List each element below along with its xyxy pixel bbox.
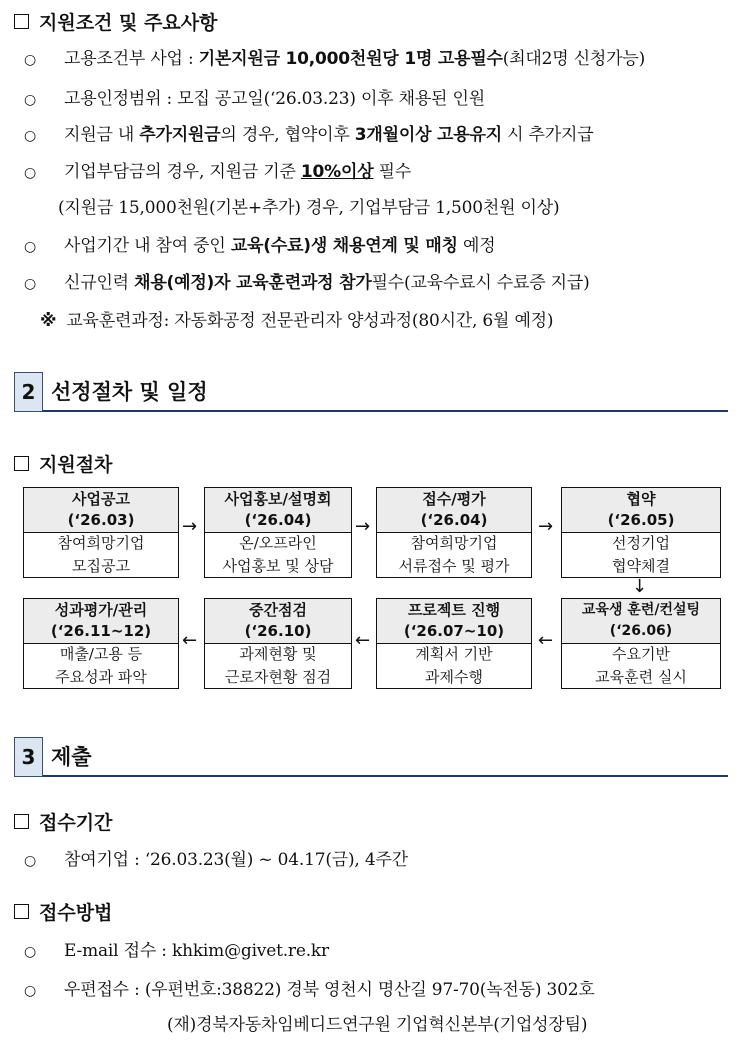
item-text: (최대2명 신청가능) (502, 49, 646, 69)
flow-step-2 (204, 487, 352, 578)
bullet-icon: ○ (24, 853, 37, 869)
post-text: 우편접수 : (우편번호:38822) 경북 영천시 명산길 97-70(녹전동) 302호 (64, 980, 595, 1000)
list-item (24, 157, 411, 182)
step-date: (‘26.06) (609, 623, 673, 639)
step-desc: 협약체결 (612, 557, 670, 575)
item-text: 시 추가지급 (501, 125, 594, 145)
step-desc: 참여희망기업 (57, 534, 145, 552)
step-desc: 참여희망기업 (410, 534, 498, 552)
item-text: 신규인력 (64, 273, 135, 293)
section-title: 선정절차 및 일정 (43, 372, 728, 412)
note (40, 306, 553, 331)
bullet-icon: ○ (24, 52, 37, 68)
step-desc: 계획서 기반 (415, 645, 493, 663)
step-date: (‘26.07~10) (403, 622, 505, 640)
item-text: 기업부담금의 경우, 지원금 기준 (64, 162, 301, 182)
step-desc: 주요성과 파악 (55, 668, 147, 686)
section-title: 제출 (43, 737, 728, 777)
period-heading-text: 접수기간 (39, 812, 113, 834)
section1-heading (14, 8, 217, 35)
item-text: 필수(교육수료시 수료증 지급) (371, 273, 590, 293)
step-desc: 교육훈련 실시 (595, 668, 687, 686)
bullet-icon: ○ (24, 239, 37, 255)
step-date: (‘26.10) (244, 622, 312, 640)
step-desc: 과제현황 및 (239, 645, 317, 663)
list-item (24, 231, 495, 256)
section2-title-bar (14, 372, 728, 412)
step-desc: 모집공고 (72, 557, 130, 575)
section3-title-bar (14, 737, 728, 777)
section-number: 3 (14, 737, 43, 777)
arrow-right-icon: → (538, 516, 554, 537)
step-desc: 온/오프라인 (239, 534, 317, 552)
step-title: 접수/평가 (422, 490, 486, 508)
list-item (24, 44, 645, 69)
item-bold: 3개월이상 고용유지 (354, 125, 502, 145)
arrow-down-icon: ↓ (632, 576, 648, 597)
item-text: 예정 (457, 236, 496, 256)
bullet-icon: ○ (24, 165, 37, 181)
step-desc: 수요기반 (612, 645, 670, 663)
bullet-icon: ○ (24, 983, 37, 999)
step-title: 교육생 훈련/컨설팅 (581, 602, 701, 618)
step-desc: 매출/고용 등 (59, 645, 143, 663)
item-text: 지원금 내 (64, 125, 140, 145)
item-text: 고용인정범위 : 모집 공고일(‘26.03.23) 이후 채용된 인원 (64, 89, 485, 109)
item-continuation: (지원금 15,000천원(기본+추가) 경우, 기업부담금 1,500천원 이상) (58, 198, 560, 218)
list-item (24, 936, 329, 961)
email-text: E-mail 접수 : khkim@givet.re.kr (64, 941, 329, 961)
period-text: 참여기업 : ‘26.03.23(월) ~ 04.17(금), 4주간 (64, 850, 408, 870)
step-desc: 사업홍보 및 상담 (222, 557, 334, 575)
step-title: 협약 (626, 490, 656, 508)
flow-step-5 (561, 598, 721, 689)
bullet-icon: ○ (24, 276, 37, 292)
flow-step-3 (376, 487, 532, 578)
checkbox-square-icon (14, 456, 29, 471)
item-text: 의 경우, 협약이후 (220, 125, 355, 145)
note-text: 교육훈련과정: 자동화공정 전문관리자 양성과정(80시간, 6월 예정) (66, 311, 554, 331)
procedure-heading-text: 지원절차 (39, 454, 113, 476)
step-title: 사업공고 (72, 490, 130, 508)
note-mark-icon: ※ (40, 311, 57, 331)
list-item (24, 845, 408, 870)
step-date: (‘26.05) (607, 511, 675, 529)
item-bold: 추가지원금 (139, 125, 221, 145)
list-item (24, 975, 595, 1000)
flow-step-4 (561, 487, 721, 578)
bullet-icon: ○ (24, 944, 37, 960)
bullet-icon: ○ (24, 92, 37, 108)
arrow-left-icon: ← (355, 630, 371, 651)
step-date: (‘26.03) (67, 511, 135, 529)
bullet-icon: ○ (24, 128, 37, 144)
arrow-left-icon: ← (182, 630, 198, 651)
flow-step-6 (376, 598, 532, 689)
step-title: 성과평가/관리 (54, 601, 148, 619)
checkbox-square-icon (14, 904, 29, 919)
step-desc: 근로자현황 점검 (224, 668, 332, 686)
method-heading-text: 접수방법 (39, 902, 113, 924)
flow-step-8 (23, 598, 179, 689)
step-date: (‘26.11~12) (50, 622, 152, 640)
step-date: (‘26.04) (420, 511, 488, 529)
section1-heading-text: 지원조건 및 주요사항 (39, 12, 218, 34)
step-title: 사업홍보/설명회 (224, 490, 332, 508)
item-text: 사업기간 내 참여 중인 (64, 236, 231, 256)
checkbox-square-icon (14, 14, 29, 29)
list-item (24, 120, 593, 145)
arrow-left-icon: ← (538, 630, 554, 651)
item-bold: 기본지원금 10,000천원당 1명 고용필수 (198, 49, 503, 69)
period-heading (14, 808, 112, 835)
arrow-right-icon: → (182, 516, 198, 537)
flow-step-7 (204, 598, 352, 689)
step-desc: 선정기업 (612, 534, 670, 552)
list-item (24, 268, 590, 293)
section-number: 2 (14, 372, 43, 412)
item-bold: 교육(수료)생 채용연계 및 매칭 (230, 236, 458, 256)
post-text-continuation: (재)경북자동차임베디드연구원 기업혁신본부(기업성장팀) (167, 1015, 588, 1035)
procedure-heading (14, 450, 112, 477)
step-title: 중간점검 (249, 601, 307, 619)
checkbox-square-icon (14, 814, 29, 829)
step-date: (‘26.04) (244, 511, 312, 529)
item-text: 고용조건부 사업 : (64, 49, 199, 69)
item-bold: 채용(예정)자 교육훈련과정 참가 (134, 273, 372, 293)
step-desc: 서류접수 및 평가 (398, 557, 510, 575)
method-heading (14, 898, 112, 925)
step-title: 프로젝트 진행 (407, 601, 501, 619)
item-text: 필수 (373, 162, 412, 182)
item-bold-underline: 10%이상 (300, 162, 374, 182)
step-desc: 과제수행 (425, 668, 483, 686)
list-item (24, 84, 485, 109)
flow-step-1 (23, 487, 179, 578)
arrow-right-icon: → (355, 516, 371, 537)
